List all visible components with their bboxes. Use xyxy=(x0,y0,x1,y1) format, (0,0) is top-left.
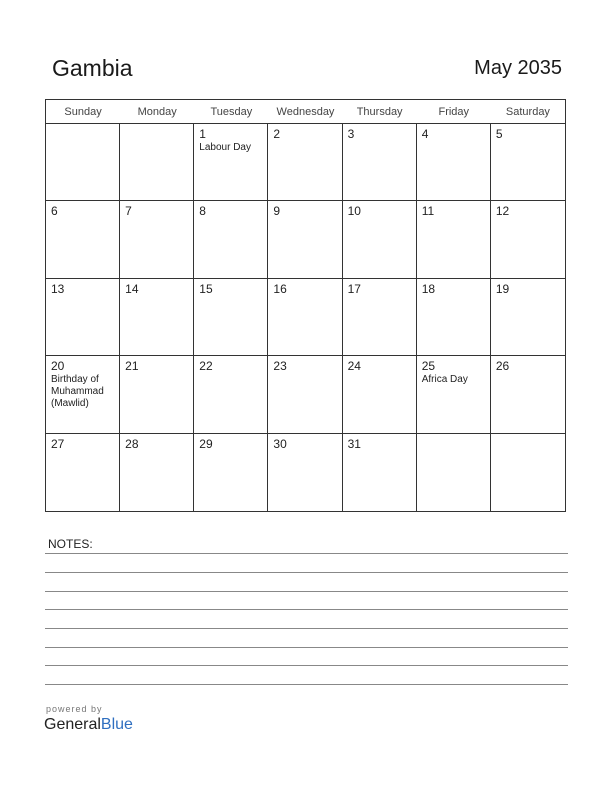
day-number: 19 xyxy=(495,281,510,296)
day-cell xyxy=(194,124,268,201)
day-cell xyxy=(417,279,491,356)
day-number: 17 xyxy=(347,281,361,296)
note-line xyxy=(45,665,568,666)
day-number: 8 xyxy=(199,204,206,219)
day-number: 20 xyxy=(51,359,65,374)
day-cell xyxy=(268,434,342,511)
weekday-header: Wednesday xyxy=(268,100,342,124)
day-number: 24 xyxy=(347,359,361,374)
day-number: 1 xyxy=(199,127,206,141)
day-cell xyxy=(268,201,342,278)
day-number: 30 xyxy=(273,436,287,451)
brand-blue: Blue xyxy=(100,716,133,733)
day-cell xyxy=(491,356,565,433)
day-cell xyxy=(46,434,120,511)
day-number: 27 xyxy=(51,436,65,451)
day-cell xyxy=(343,124,417,201)
day-cell xyxy=(194,434,268,511)
day-cell xyxy=(491,201,565,278)
notes-label: NOTES: xyxy=(48,537,93,551)
generalblue-logo xyxy=(44,716,133,734)
day-number: 2 xyxy=(273,127,281,141)
note-line xyxy=(45,684,568,685)
day-number: 29 xyxy=(199,436,213,451)
day-number: 22 xyxy=(199,359,213,374)
day-cell xyxy=(268,124,342,201)
note-line xyxy=(45,647,568,648)
holiday-label: Africa Day xyxy=(421,374,468,386)
note-line xyxy=(45,572,568,573)
holiday-label: Birthday of Muhammad (Mawlid) xyxy=(51,374,104,410)
day-number: 25 xyxy=(421,359,436,374)
day-cell xyxy=(417,356,491,433)
brand-general: General xyxy=(44,716,101,733)
powered-by-text: powered by xyxy=(46,704,103,714)
day-cell xyxy=(120,356,194,433)
day-cell xyxy=(343,201,417,278)
weekday-header: Saturday xyxy=(491,100,565,124)
note-line xyxy=(45,628,568,629)
day-cell xyxy=(46,356,120,433)
day-number: 3 xyxy=(347,127,355,141)
day-number: 11 xyxy=(421,204,435,219)
day-cell xyxy=(194,279,268,356)
day-cell xyxy=(46,201,120,278)
note-line xyxy=(45,609,568,610)
weekday-header: Friday xyxy=(417,100,491,124)
day-number: 4 xyxy=(421,127,429,141)
weekday-header: Sunday xyxy=(46,100,120,124)
day-cell xyxy=(46,279,120,356)
note-line xyxy=(45,553,568,554)
day-cell xyxy=(417,201,491,278)
day-cell xyxy=(491,434,565,511)
day-cell xyxy=(268,356,342,433)
day-cell xyxy=(417,434,491,511)
day-number: 21 xyxy=(125,359,139,374)
holiday-label: Labour Day xyxy=(199,142,251,153)
country-title: Gambia xyxy=(52,55,133,81)
weekday-header: Monday xyxy=(120,100,194,124)
day-number: 10 xyxy=(347,204,361,219)
day-cell xyxy=(120,434,194,511)
day-number: 7 xyxy=(125,204,132,219)
day-number: 12 xyxy=(495,204,510,219)
day-cell xyxy=(491,124,565,201)
day-number: 14 xyxy=(125,281,139,296)
day-number: 31 xyxy=(347,436,361,451)
month-year-title: May 2035 xyxy=(474,57,562,79)
day-cell xyxy=(268,279,342,356)
day-number: 26 xyxy=(495,359,510,374)
day-number: 15 xyxy=(199,281,213,296)
weekday-header: Thursday xyxy=(343,100,417,124)
day-number: 5 xyxy=(495,127,503,141)
day-cell xyxy=(120,279,194,356)
day-number: 9 xyxy=(273,204,281,219)
day-cell xyxy=(343,434,417,511)
day-number: 28 xyxy=(125,436,139,451)
calendar-grid xyxy=(45,99,566,512)
day-cell xyxy=(417,124,491,201)
day-cell xyxy=(120,201,194,278)
day-number: 16 xyxy=(273,281,287,296)
day-number: 6 xyxy=(51,204,58,219)
note-line xyxy=(45,591,568,592)
day-number: 18 xyxy=(421,281,436,296)
weekday-header: Tuesday xyxy=(194,100,268,124)
day-cell xyxy=(343,356,417,433)
day-cell xyxy=(343,279,417,356)
day-cell xyxy=(491,279,565,356)
day-cell xyxy=(194,201,268,278)
day-number: 23 xyxy=(273,359,287,374)
day-cell xyxy=(120,124,194,201)
day-number: 13 xyxy=(51,281,65,296)
day-cell xyxy=(194,356,268,433)
day-cell xyxy=(46,124,120,201)
